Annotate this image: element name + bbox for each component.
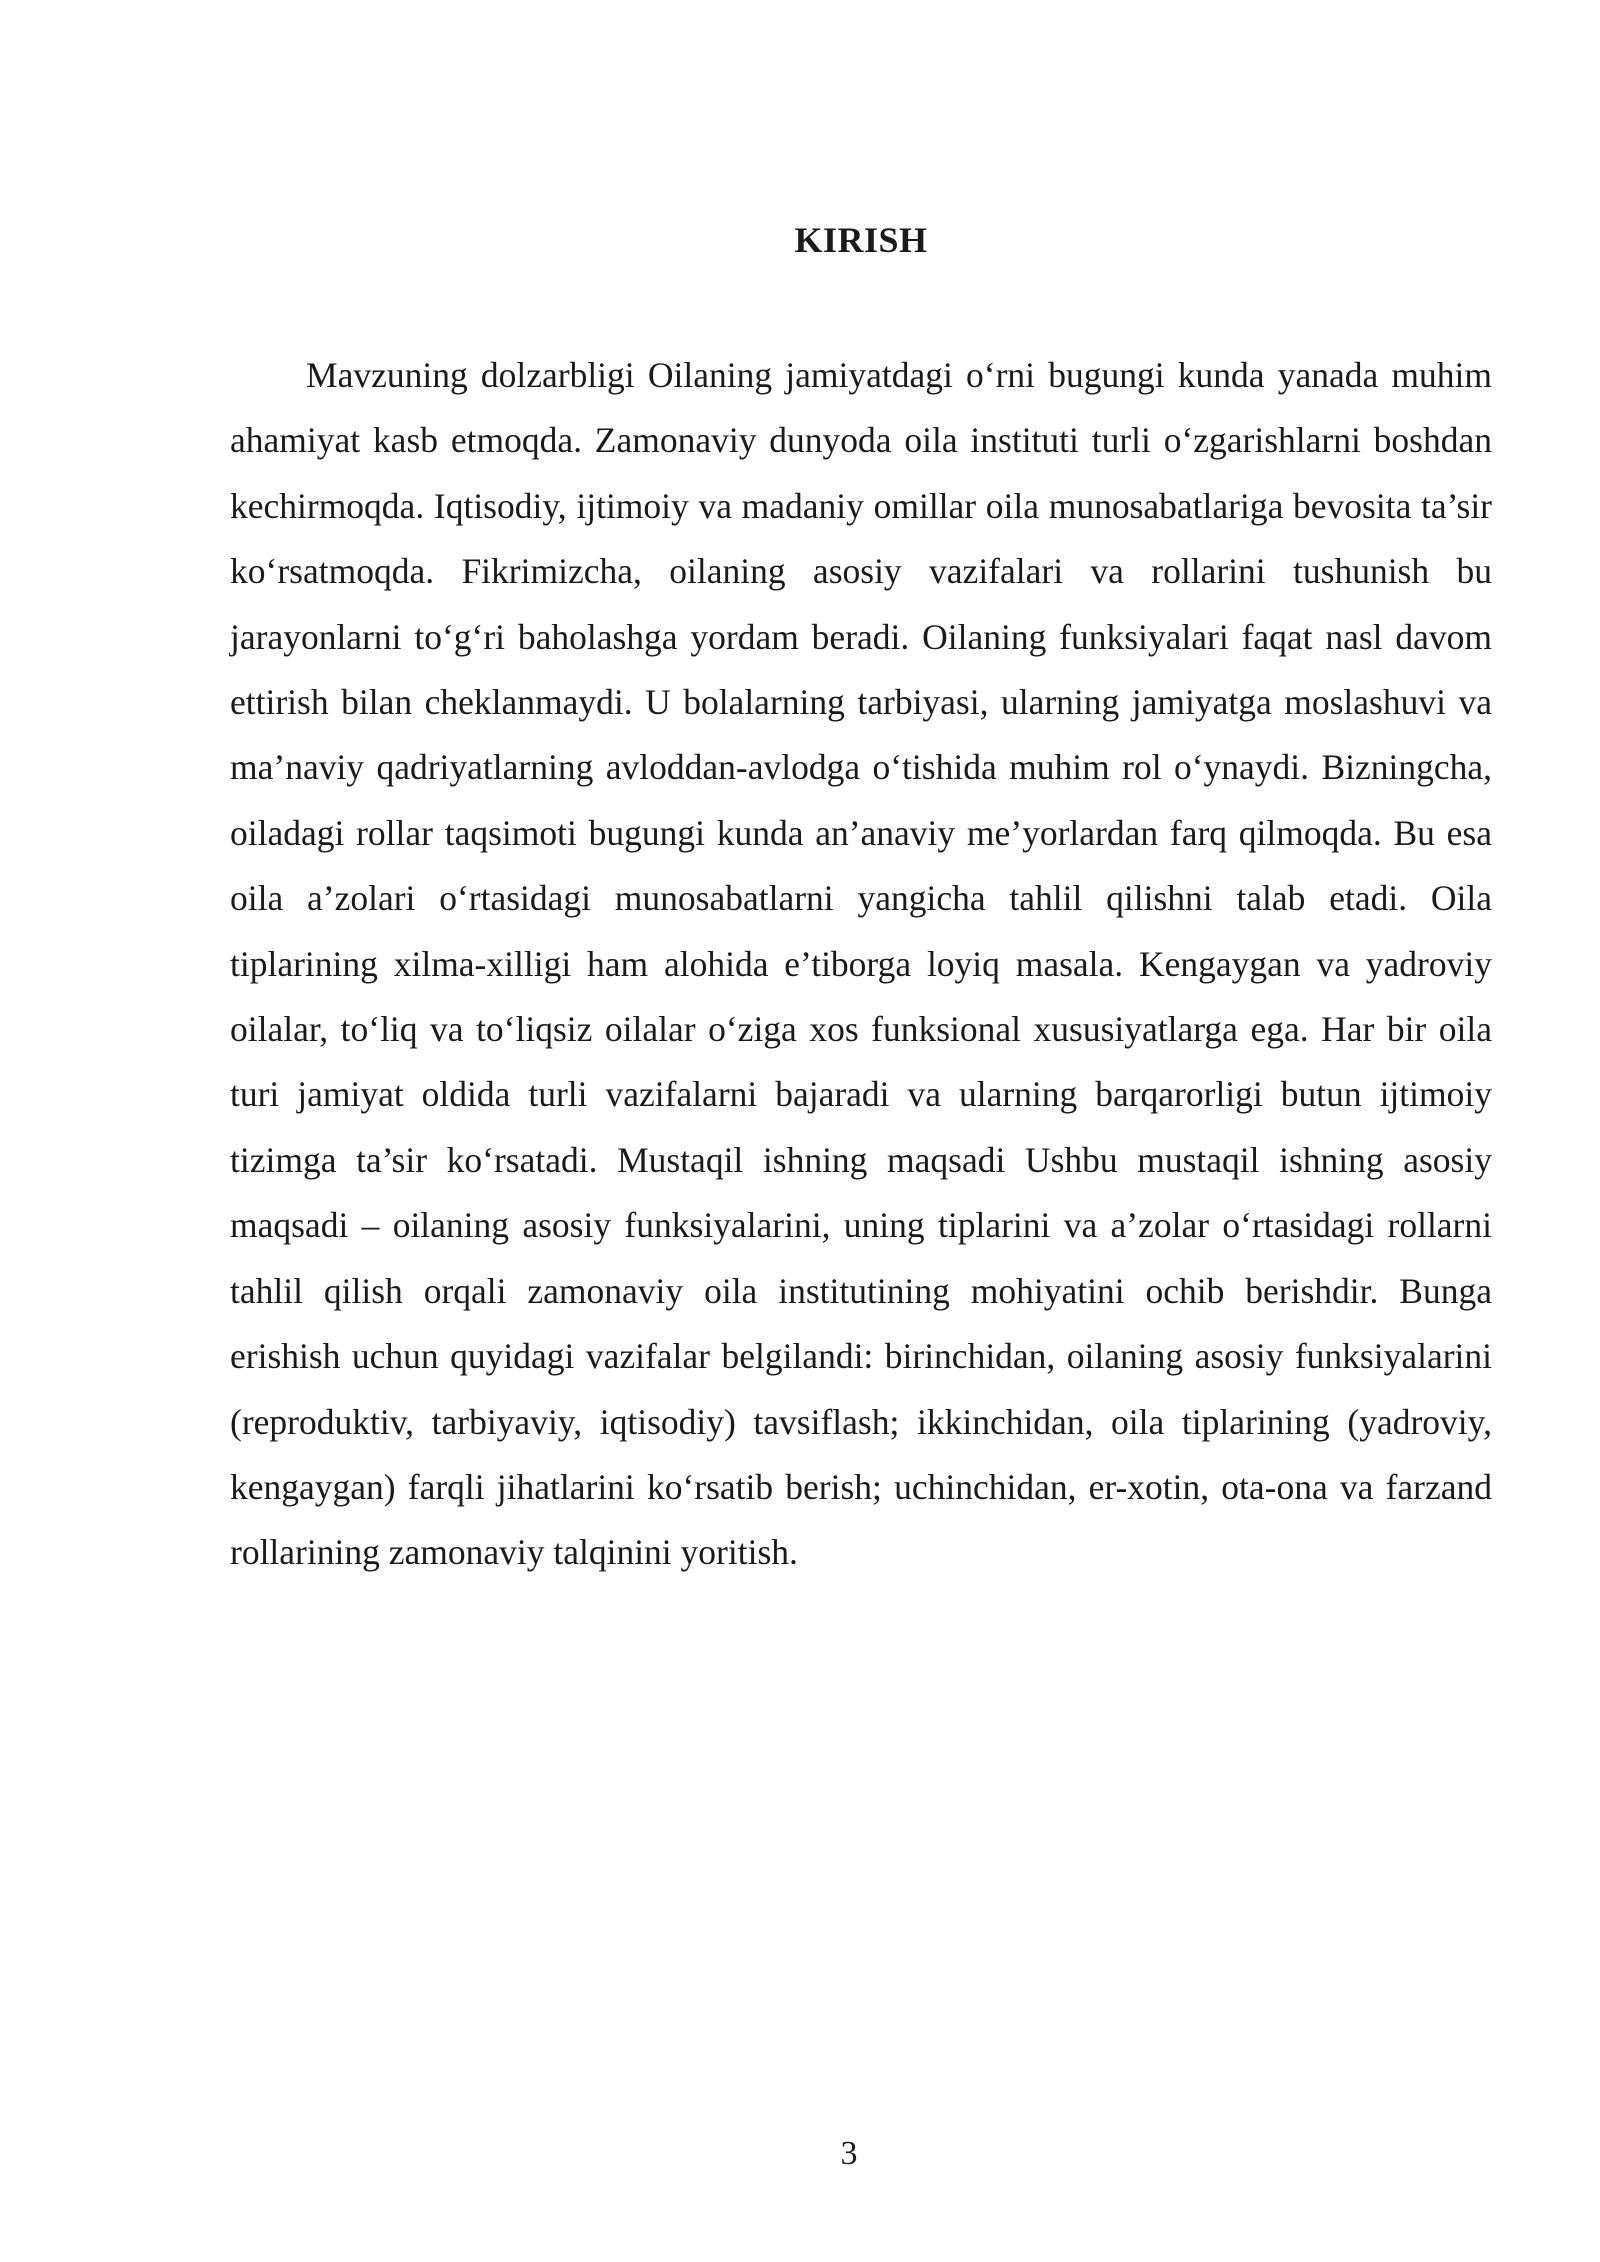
body-paragraph: Mavzuning dolzarbligi Oilaning jamiyatdagi o‘rni bugungi kunda yanada muhim ahamiyat kasb etmoqda. Zamonaviy dunyoda oila instituti turli o‘zgarishlarni boshdan kechirmoqda. Iqtisodiy, ijtimoiy va madaniy omillar oila munosabatlariga bevosita ta’sir ko‘rsatmoqda. Fikrimizcha, oilaning asosiy vazifalari va rollarini tushunish bu jarayonlarni to‘g‘ri baholashga yordam beradi. Oilaning funksiyalari faqat nasl davom ettirish bilan cheklanmaydi. U bolalarning tarbiyasi, ularning jamiyatga moslashuvi va ma’naviy qadriyatlarning avloddan-avlodga o‘tishida muhim rol o‘ynaydi. Bizningcha, oiladagi rollar taqsimoti bugungi kunda an’anaviy me’yorlardan farq qilmoqda. Bu esa oila a’zolari o‘rtasidagi munosabatlarni yangicha tahlil qilishni talab etadi. Oila tiplarining xilma-xilligi ham alohida e’tiborga loyiq masala. Kengaygan va yadroviy oilalar, to‘liq va to‘liqsiz oilalar o‘ziga xos funksional xususiyatlarga ega. Har bir oila turi jamiyat oldida turli vazifalarni bajaradi va ularning barqarorligi butun ijtimoiy tizimga ta’sir ko‘rsatadi. Mustaqil ishning maqsadi Ushbu mustaqil ishning asosiy maqsadi – oilaning asosiy funksiyalarini, uning tiplarini va a’zolar o‘rtasidagi rollarni tahlil qilish orqali zamonaviy oila institutining mohiyatini ochib berishdir. Bunga erishish uchun quyidagi vazifalar belgilandi: birinchidan, oilaning asosiy funksiyalarini (reproduktiv, tarbiyaviy, iqtisodiy) tavsiflash; ikkinchidan, oila tiplarining (yadroviy, kengaygan) farqli jihatlarini ko‘rsatib berish; uchinchidan, er-xotin, ota-ona va farzand rollarining zamonaviy talqinini yoritish. (230, 355, 1492, 1573)
page-number: 3 (840, 2135, 858, 2172)
section-heading: KIRISH (794, 220, 928, 260)
